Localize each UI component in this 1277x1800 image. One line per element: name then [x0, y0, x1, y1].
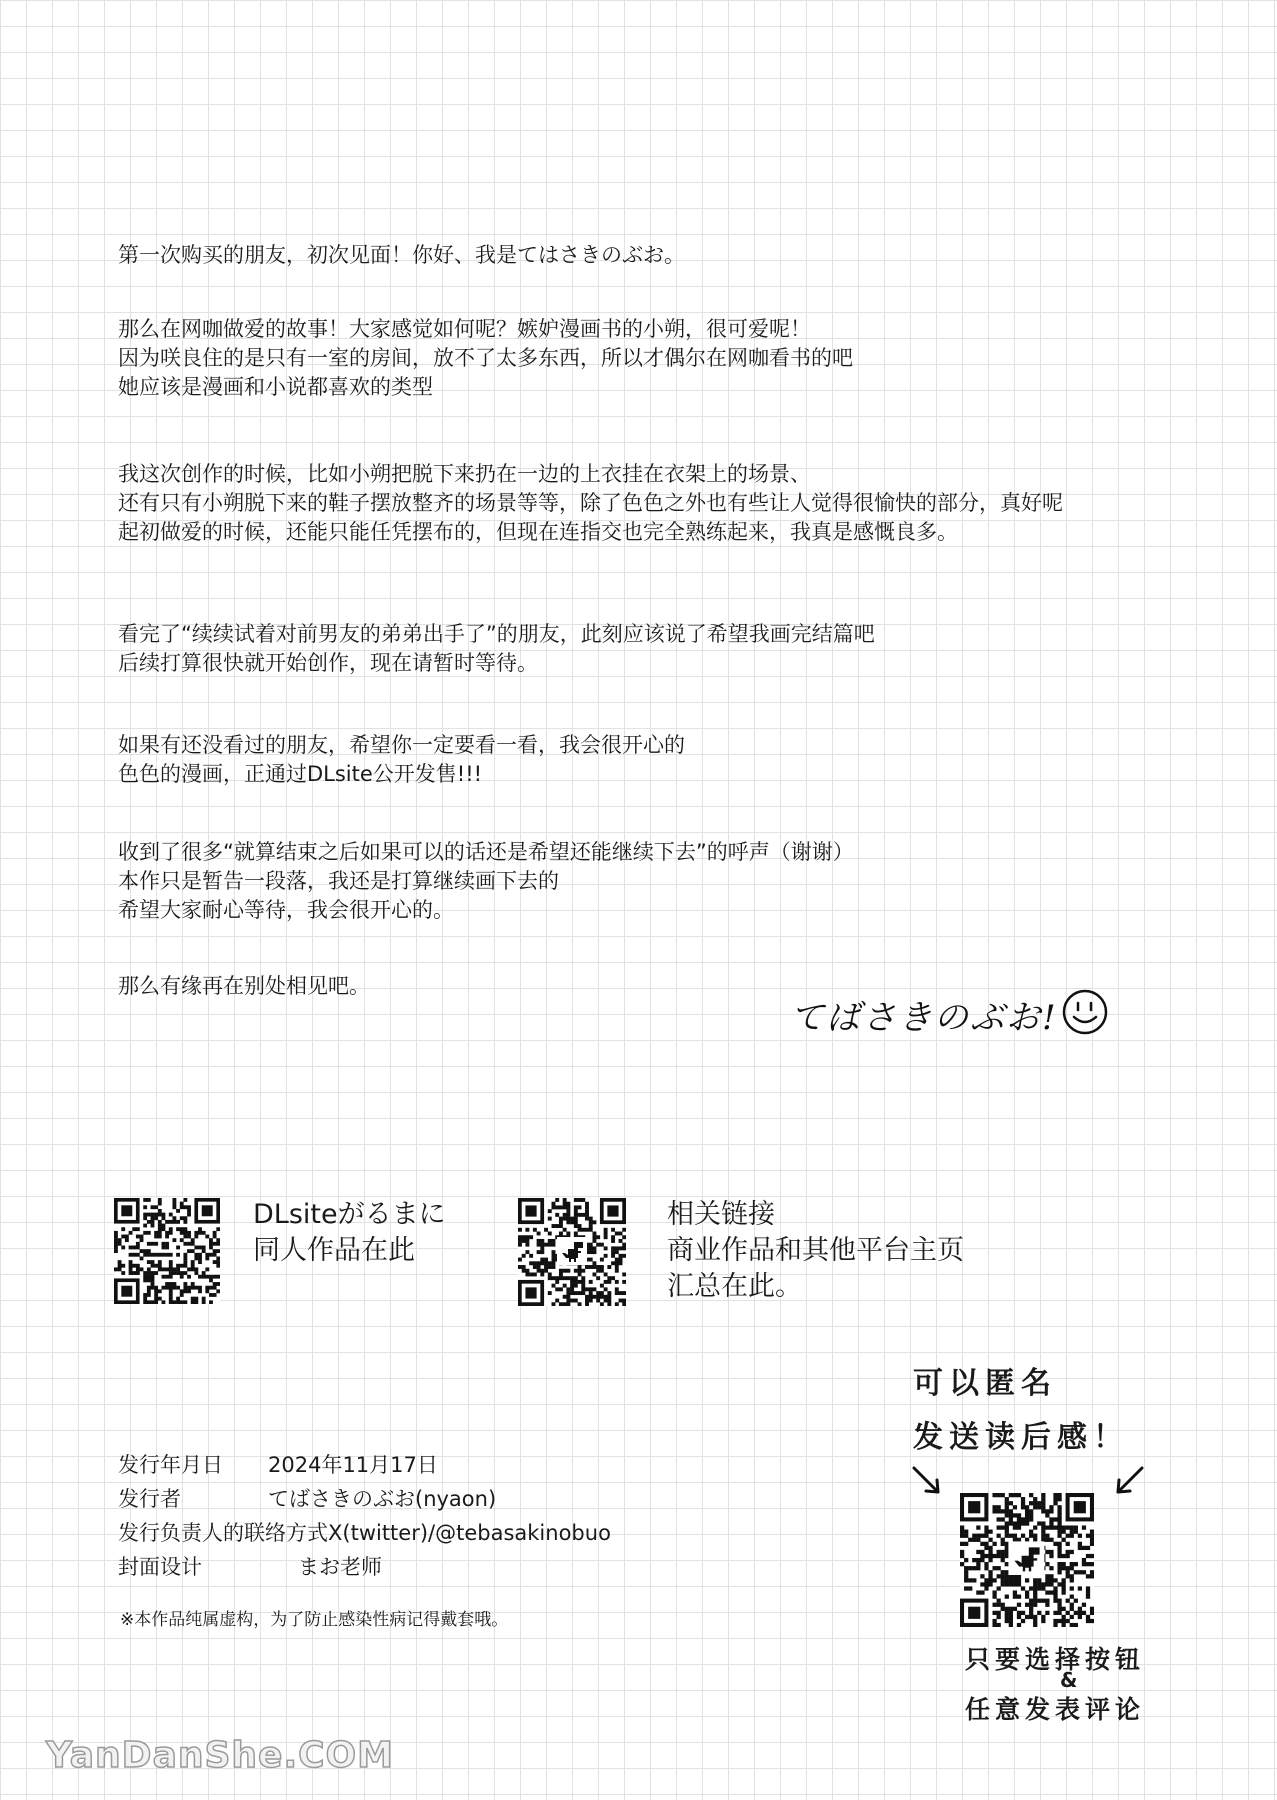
letter-line: 如果有还没看过的朋友，希望你一定要看一看，我会很开心的: [118, 733, 685, 757]
feedback-instruction: 只要选择按钮: [965, 1645, 1146, 1674]
related-links-desc: 商业作品和其他平台主页: [667, 1235, 964, 1266]
arrow-down-left-icon: [1108, 1462, 1148, 1502]
fiction-disclaimer: ※本作品纯属虚构，为了防止感染性病记得戴套哦。: [120, 1610, 509, 1630]
colophon-row: [118, 1517, 611, 1547]
feedback-heading: 可以匿名: [913, 1366, 1057, 1401]
colophon-label: 发行年月日: [118, 1453, 223, 1477]
letter-line: 收到了很多“就算结束之后如果可以的话还是希望还能继续下去”的呼声（谢谢）: [118, 840, 854, 864]
colophon-label: 发行负责人的联络方式: [118, 1521, 328, 1545]
feedback-ampersand: &: [1060, 1668, 1083, 1692]
letter-line: 希望大家耐心等待，我会很开心的。: [118, 898, 454, 922]
letter-line: 她应该是漫画和小说都喜欢的类型: [118, 375, 433, 399]
letter-line: 色色的漫画，正通过DLsite公开发售!!!: [118, 762, 483, 786]
colophon-value: X(twitter)/@tebasakinobuo: [328, 1521, 611, 1545]
colophon-row: [118, 1483, 497, 1513]
colophon-label: 封面设计: [118, 1555, 202, 1579]
letter-line: 看完了“续续试着对前男友的弟弟出手了”的朋友，此刻应该说了希望我画完结篇吧: [118, 622, 875, 646]
letter-line: 后续打算很快就开始创作，现在请暂时等待。: [118, 651, 538, 675]
feedback-instruction: 任意发表评论: [965, 1695, 1146, 1724]
related-links-qr-code[interactable]: [518, 1198, 626, 1306]
dinosaur-icon: [557, 1237, 587, 1265]
letter-line: 本作只是暂告一段落，我还是打算继续画下去的: [118, 869, 559, 893]
feedback-heading: 发送读后感！: [913, 1420, 1129, 1455]
smiley-face-icon: [1060, 987, 1110, 1037]
colophon-value: まお老师: [298, 1555, 382, 1579]
related-links-desc: 汇总在此。: [667, 1271, 802, 1302]
author-signature: てばさきのぶお!: [790, 998, 1058, 1038]
dinosaur-icon: [1008, 1541, 1044, 1575]
letter-line: 那么有缘再在别处相见吧。: [118, 974, 370, 998]
site-watermark: YanDanShe.COM: [46, 1735, 394, 1776]
dlsite-link-desc: 同人作品在此: [253, 1235, 415, 1266]
colophon-row: [118, 1551, 382, 1581]
colophon-row: [118, 1449, 438, 1479]
letter-line: 还有只有小朔脱下来的鞋子摆放整齐的场景等等，除了色色之外也有些让人觉得很愉快的部分，真好呢: [118, 491, 1063, 515]
dlsite-link-title: DLsiteがるまに: [253, 1199, 446, 1230]
letter-line: 我这次创作的时候，比如小朔把脱下来扔在一边的上衣挂在衣架上的场景、: [118, 462, 811, 486]
letter-line: 起初做爱的时候，还能只能任凭摆布的，但现在连指交也完全熟练起来，我真是感慨良多。: [118, 520, 958, 544]
colophon-value: 2024年11月17日: [268, 1453, 438, 1477]
related-links-title: 相关链接: [667, 1199, 775, 1230]
dlsite-qr-code[interactable]: [114, 1198, 220, 1304]
colophon-value: てばさきのぶお(nyaon): [268, 1487, 497, 1511]
letter-line: 那么在网咖做爱的故事！大家感觉如何呢？嫉妒漫画书的小朔，很可爱呢！: [118, 317, 811, 341]
letter-line: 第一次购买的朋友，初次见面！你好、我是てはさきのぶお。: [118, 243, 685, 267]
arrow-down-right-icon: [908, 1462, 948, 1502]
feedback-qr-code[interactable]: [960, 1493, 1094, 1627]
colophon-label: 发行者: [118, 1487, 181, 1511]
letter-line: 因为咲良住的是只有一室的房间，放不了太多东西，所以才偶尔在网咖看书的吧: [118, 346, 853, 370]
